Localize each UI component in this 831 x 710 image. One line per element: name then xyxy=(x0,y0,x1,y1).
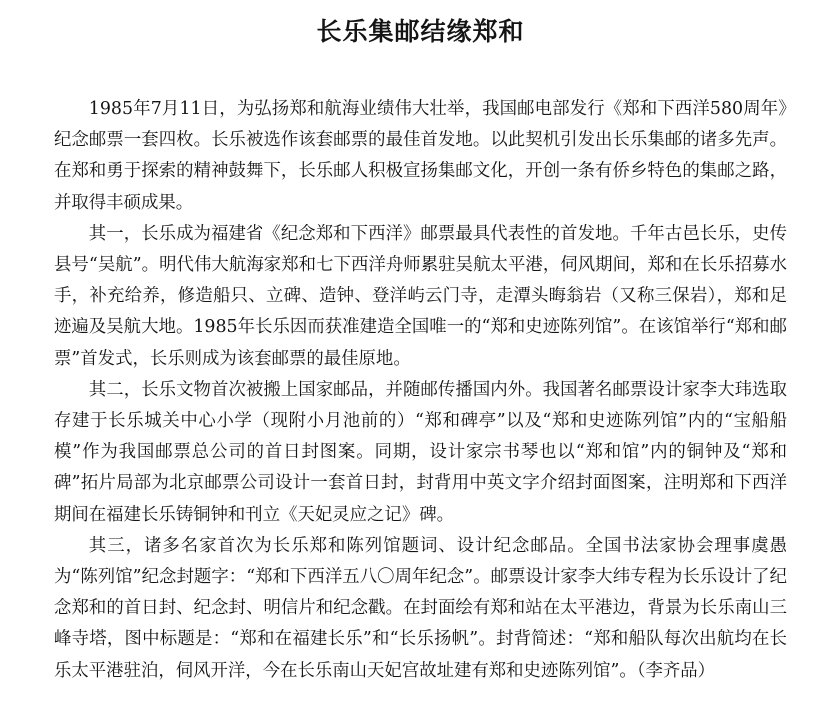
article-paragraph-2: 其一，长乐成为福建省《纪念郑和下西洋》邮票最具代表性的首发地。千年古邑长乐，史传县号“吴航”。明代伟大航海家郑和七下西洋舟师累驻吴航太平港，伺风期间，郑和在长乐招募水手，补充给养，修造船只、立碑、造钟、登洋屿云门寺，走潭头晦翁岩（又称三保岩），郑和足迹遍及吴航大地。1985年长乐因而获准建造全国唯一的“郑和史迹陈列馆”。在该馆举行“郑和邮票”首发式，长乐则成为该套邮票的最佳原地。 xyxy=(54,223,787,369)
article-paragraph-4: 其三，诸多名家首次为长乐郑和陈列馆题词、设计纪念邮品。全国书法家协会理事虞愚为“陈列馆”纪念封题字：“郑和下西洋五八〇周年纪念”。邮票设计家李大纬专程为长乐设计了纪念郑和的首日封、纪念封、明信片和纪念戳。在封面绘有郑和站在太平港边，背景为长乐南山三峰寺塔，图中标题是：“郑和在福建长乐”和“长乐扬帆”。封背简述：“郑和船队每次出航均在长乐太平港驻泊，伺风开洋，今在长乐南山天妃宫故址建有郑和史迹陈列馆”。（李齐品） xyxy=(54,535,787,681)
article-title: 长乐集邮结缘郑和 xyxy=(316,17,525,46)
article-paragraph-3: 其二，长乐文物首次被搬上国家邮品，并随邮传播国内外。我国著名邮票设计家李大玮选取存建于长乐城关中心小学（现附小月池前的）“郑和碑亭”以及“郑和史迹陈列馆”内的“宝船船模”作为我国邮票总公司的首日封图案。同期，设计家宗书琴也以“郑和馆”内的铜钟及“郑和碑”拓片局部为北京邮票公司设计一套首日封，封背用中英文字介绍封面图案，注明郑和下西洋期间在福建长乐铸铜钟和刊立《天妃灵应之记》碑。 xyxy=(54,379,787,525)
article-paragraph-1: 1985年7月11日，为弘扬郑和航海业绩伟大壮举，我国邮电部发行《郑和下西洋580周年》纪念邮票一套四枚。长乐被选作该套邮票的最佳首发地。以此契机引发出长乐集邮的诸多先声。在郑和勇于探索的精神鼓舞下，长乐邮人积极宣扬集邮文化，开创一条有侨乡特色的集邮之路，并取得丰硕成果。 xyxy=(54,99,787,213)
